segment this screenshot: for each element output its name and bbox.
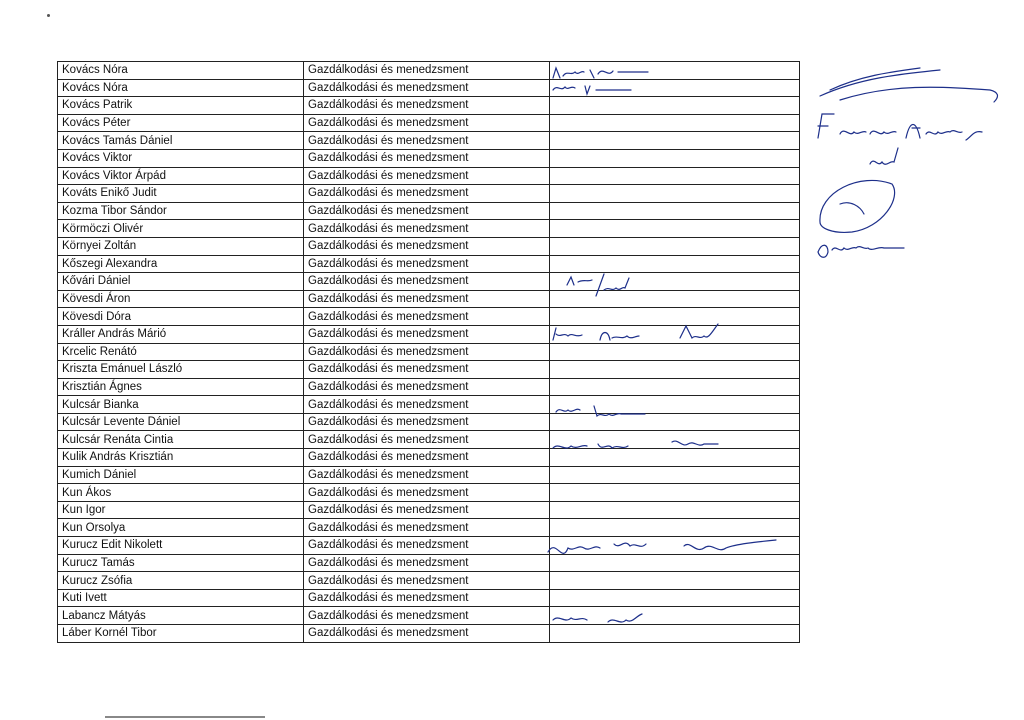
student-name-cell: Kulcsár Levente Dániel [58, 413, 304, 431]
table-row [58, 290, 800, 308]
student-name-cell: Kuti Ivett [58, 589, 304, 607]
signature-cell [550, 625, 800, 643]
program-cell: Gazdálkodási és menedzsment [304, 537, 550, 555]
table-row [58, 220, 800, 238]
program-cell: Gazdálkodási és menedzsment [304, 255, 550, 273]
signature-cell [550, 501, 800, 519]
table-row [58, 308, 800, 326]
program-cell: Gazdálkodási és menedzsment [304, 79, 550, 97]
table-row [58, 361, 800, 379]
signature-cell [550, 220, 800, 238]
signature-cell [550, 589, 800, 607]
program-cell: Gazdálkodási és menedzsment [304, 343, 550, 361]
program-cell: Gazdálkodási és menedzsment [304, 149, 550, 167]
signature-cell [550, 537, 800, 555]
student-name-cell: Kováts Enikő Judit [58, 185, 304, 203]
student-name-cell: Kovács Patrik [58, 97, 304, 115]
signature-cell [550, 572, 800, 590]
table-row [58, 625, 800, 643]
student-name-cell: Králler András Márió [58, 325, 304, 343]
signature-cell [550, 361, 800, 379]
program-cell: Gazdálkodási és menedzsment [304, 237, 550, 255]
table-row [58, 79, 800, 97]
student-name-cell: Környei Zoltán [58, 237, 304, 255]
table-row [58, 185, 800, 203]
signature-cell [550, 449, 800, 467]
table-row [58, 572, 800, 590]
signature-cell [550, 519, 800, 537]
table-row [58, 273, 800, 291]
signature-cell [550, 202, 800, 220]
signature-cell [550, 237, 800, 255]
margin-signature-farago [818, 114, 982, 140]
program-cell: Gazdálkodási és menedzsment [304, 361, 550, 379]
table-row [58, 554, 800, 572]
student-name-cell: Láber Kornél Tibor [58, 625, 304, 643]
program-cell: Gazdálkodási és menedzsment [304, 185, 550, 203]
program-cell: Gazdálkodási és menedzsment [304, 572, 550, 590]
student-name-cell: Kozma Tibor Sándor [58, 202, 304, 220]
signature-cell [550, 484, 800, 502]
student-name-cell: Kövesdi Dóra [58, 308, 304, 326]
signature-cell [550, 413, 800, 431]
table-row [58, 202, 800, 220]
margin-scribble [820, 68, 997, 102]
program-cell: Gazdálkodási és menedzsment [304, 519, 550, 537]
signature-cell [550, 396, 800, 414]
program-cell: Gazdálkodási és menedzsment [304, 97, 550, 115]
table-row [58, 431, 800, 449]
table-row [58, 167, 800, 185]
table-row [58, 378, 800, 396]
program-cell: Gazdálkodási és menedzsment [304, 607, 550, 625]
student-name-cell: Kovács Nóra [58, 62, 304, 80]
table-row [58, 149, 800, 167]
student-name-cell: Kulcsár Renáta Cintia [58, 431, 304, 449]
program-cell: Gazdálkodási és menedzsment [304, 466, 550, 484]
table-row [58, 466, 800, 484]
program-cell: Gazdálkodási és menedzsment [304, 290, 550, 308]
attendance-table [57, 61, 800, 643]
student-name-cell: Kun Igor [58, 501, 304, 519]
signature-cell [550, 255, 800, 273]
student-name-cell: Kovács Viktor [58, 149, 304, 167]
table-row [58, 343, 800, 361]
program-cell: Gazdálkodási és menedzsment [304, 378, 550, 396]
table-row [58, 237, 800, 255]
student-name-cell: Labancz Mátyás [58, 607, 304, 625]
program-cell: Gazdálkodási és menedzsment [304, 202, 550, 220]
table-row [58, 449, 800, 467]
table-row [58, 62, 800, 80]
program-cell: Gazdálkodási és menedzsment [304, 501, 550, 519]
student-name-cell: Kurucz Edit Nikolett [58, 537, 304, 555]
program-cell: Gazdálkodási és menedzsment [304, 396, 550, 414]
program-cell: Gazdálkodási és menedzsment [304, 625, 550, 643]
margin-monogram [820, 180, 895, 232]
program-cell: Gazdálkodási és menedzsment [304, 589, 550, 607]
table-row [58, 484, 800, 502]
signature-cell [550, 97, 800, 115]
student-name-cell: Kulcsár Bianka [58, 396, 304, 414]
program-cell: Gazdálkodási és menedzsment [304, 220, 550, 238]
student-name-cell: Kurucz Tamás [58, 554, 304, 572]
margin-initials [870, 148, 898, 164]
signature-cell [550, 290, 800, 308]
table-row [58, 589, 800, 607]
signature-cell [550, 62, 800, 80]
table-row [58, 413, 800, 431]
student-name-cell: Kovács Nóra [58, 79, 304, 97]
table-row [58, 501, 800, 519]
signature-cell [550, 79, 800, 97]
student-name-cell: Kőszegi Alexandra [58, 255, 304, 273]
signature-cell [550, 607, 800, 625]
table-row [58, 114, 800, 132]
program-cell: Gazdálkodási és menedzsment [304, 413, 550, 431]
table-row [58, 255, 800, 273]
student-name-cell: Kövesdi Áron [58, 290, 304, 308]
program-cell: Gazdálkodási és menedzsment [304, 273, 550, 291]
student-name-cell: Kun Ákos [58, 484, 304, 502]
program-cell: Gazdálkodási és menedzsment [304, 114, 550, 132]
table-row [58, 132, 800, 150]
program-cell: Gazdálkodási és menedzsment [304, 325, 550, 343]
signature-cell [550, 343, 800, 361]
program-cell: Gazdálkodási és menedzsment [304, 449, 550, 467]
signature-cell [550, 149, 800, 167]
signature-cell [550, 132, 800, 150]
signature-cell [550, 308, 800, 326]
signature-cell [550, 325, 800, 343]
program-cell: Gazdálkodási és menedzsment [304, 308, 550, 326]
scan-artifact-line [105, 716, 265, 718]
table-row [58, 97, 800, 115]
student-name-cell: Krcelic Renátó [58, 343, 304, 361]
program-cell: Gazdálkodási és menedzsment [304, 554, 550, 572]
program-cell: Gazdálkodási és menedzsment [304, 167, 550, 185]
scan-speck [47, 14, 50, 17]
program-cell: Gazdálkodási és menedzsment [304, 132, 550, 150]
table-row [58, 537, 800, 555]
signature-cell [550, 273, 800, 291]
student-name-cell: Kovács Tamás Dániel [58, 132, 304, 150]
student-name-cell: Kulik András Krisztián [58, 449, 304, 467]
signature-cell [550, 167, 800, 185]
table-row [58, 519, 800, 537]
student-name-cell: Kumich Dániel [58, 466, 304, 484]
program-cell: Gazdálkodási és menedzsment [304, 62, 550, 80]
student-name-cell: Kővári Dániel [58, 273, 304, 291]
signature-cell [550, 378, 800, 396]
student-name-cell: Kriszta Emánuel László [58, 361, 304, 379]
signature-cell [550, 554, 800, 572]
program-cell: Gazdálkodási és menedzsment [304, 431, 550, 449]
table-row [58, 607, 800, 625]
table-row [58, 325, 800, 343]
table-row [58, 396, 800, 414]
student-name-cell: Krisztián Ágnes [58, 378, 304, 396]
student-name-cell: Kurucz Zsófia [58, 572, 304, 590]
signature-cell [550, 185, 800, 203]
student-name-cell: Kovács Viktor Árpád [58, 167, 304, 185]
student-name-cell: Kun Orsolya [58, 519, 304, 537]
signature-cell [550, 466, 800, 484]
signature-cell [550, 114, 800, 132]
signature-cell [550, 431, 800, 449]
program-cell: Gazdálkodási és menedzsment [304, 484, 550, 502]
student-name-cell: Körmöczi Olivér [58, 220, 304, 238]
margin-signature-lower [818, 245, 904, 257]
student-name-cell: Kovács Péter [58, 114, 304, 132]
